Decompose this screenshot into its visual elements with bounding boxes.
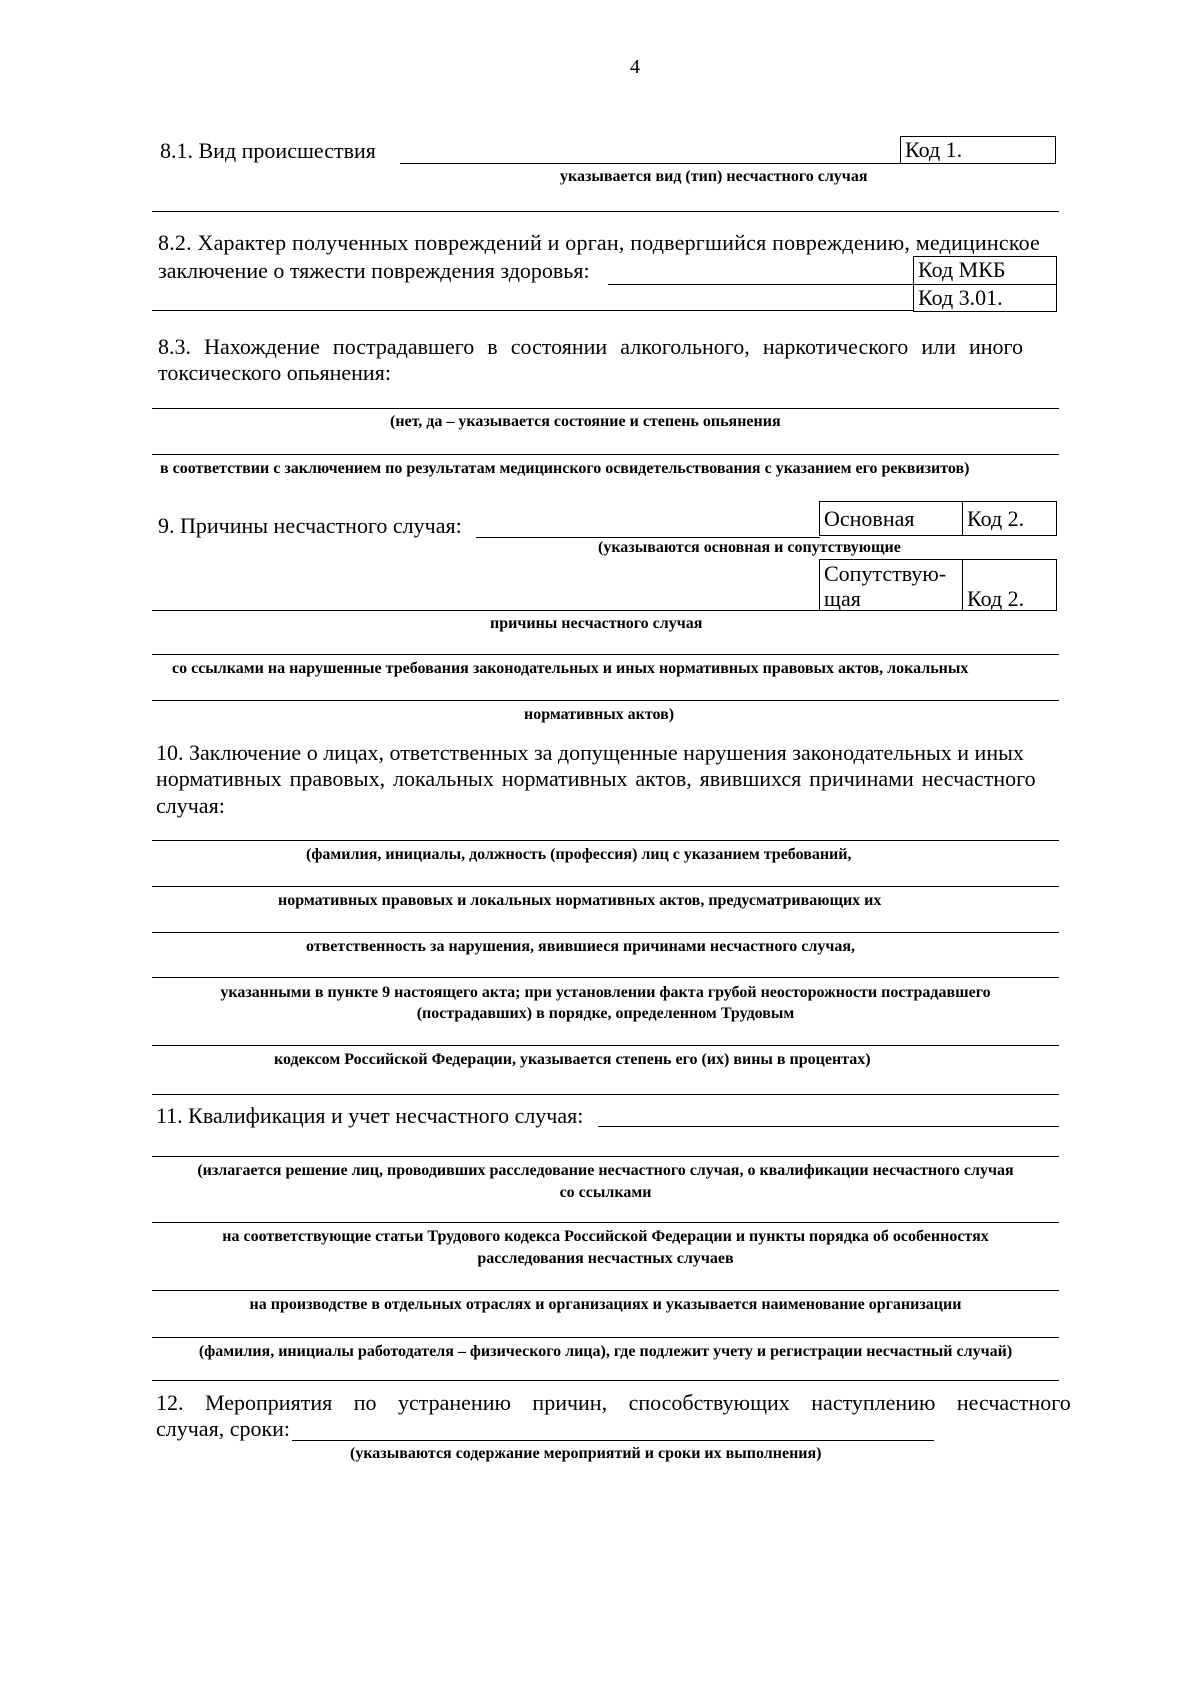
section-8-1-label: 8.1. Вид происшествия <box>160 138 376 163</box>
section-11-line-a <box>152 1156 1059 1157</box>
section-11-hint2b: расследования несчастных случаев <box>477 1250 734 1267</box>
section-10-line-c <box>152 932 1059 933</box>
section-12-line1: 12. Мероприятия по устранению причин, способствующих наступлению несчастного <box>156 1390 1071 1415</box>
section-8-2-line2: заключение о тяжести повреждения здоровья: <box>158 258 590 283</box>
section-8-2-code-301-box: Код 3.01. <box>913 284 1057 312</box>
section-10-hint5: кодексом Российской Федерации, указывается степень его (их) вины в процентах) <box>274 1051 871 1068</box>
section-8-2-code-mkb-box: Код МКБ <box>913 256 1057 285</box>
section-9-secondary-label-box <box>819 559 963 611</box>
section-8-3-line-b <box>152 454 1059 455</box>
section-11-hint4: (фамилия, инициалы работодателя – физического лица), где подлежит учету и регистрации несчастный случай) <box>198 1343 1013 1360</box>
section-12-line2: случая, сроки: <box>156 1416 291 1441</box>
section-10-hint1: (фамилия, инициалы, должность (профессия) лиц с указанием требований, <box>306 846 852 863</box>
section-8-2-underline <box>152 310 913 311</box>
section-9-line-b <box>152 654 1059 655</box>
section-8-1-fill-line <box>400 163 900 164</box>
section-8-3-line1: 8.3. Нахождение пострадавшего в состоянии алкогольного, наркотического или иного <box>158 334 1024 359</box>
section-9-secondary-code-box <box>962 559 1057 611</box>
section-10-hint3: ответственность за нарушения, явившиеся причинами несчастного случая, <box>306 938 856 955</box>
section-10-line3: случая: <box>156 793 225 818</box>
section-12-fill-line <box>292 1440 934 1441</box>
section-9-main-code-box: Код 2. <box>962 501 1057 536</box>
section-8-3-line-a <box>152 408 1059 409</box>
section-11-hint2a: на соответствующие статьи Трудового кодекса Российской Федерации и пункты порядка об особенностях <box>222 1228 989 1245</box>
section-9-secondary-code: Код 2. <box>967 586 1025 611</box>
section-11-hint3: на производстве в отдельных отраслях и организациях и указывается наименование организации <box>249 1296 962 1313</box>
section-10-line-e <box>152 1045 1059 1046</box>
section-10-line-f <box>152 1094 1059 1095</box>
section-9-line-c <box>152 700 1059 701</box>
section-9-hint3: со ссылками на нарушенные требования законодательных и иных нормативных правовых актов, локальных <box>172 660 969 677</box>
section-9-secondary-label-line2: щая <box>824 586 861 611</box>
section-11-line-c <box>152 1290 1059 1291</box>
section-10-line-b <box>152 886 1059 887</box>
section-10-line1: 10. Заключение о лицах, ответственных за допущенные нарушения законодательных и иных <box>156 740 1024 765</box>
page-number: 4 <box>630 56 640 78</box>
section-11-label: 11. Квалификация и учет несчастного случая: <box>156 1103 584 1128</box>
section-8-2-fill-line <box>608 284 913 285</box>
section-8-3-hint2: в соответствии с заключением по результатам медицинского освидетельствования с указанием его реквизитов) <box>160 460 970 477</box>
section-8-3-hint1: (нет, да – указывается состояние и степень опьянения <box>390 413 781 430</box>
section-9-hint2: причины несчастного случая <box>490 615 703 632</box>
section-10-line2: нормативных правовых, локальных нормативных актов, явившихся причинами несчастного <box>156 766 1036 791</box>
section-8-1-hint: указывается вид (тип) несчастного случая <box>560 168 868 185</box>
section-9-hint4: нормативных актов) <box>524 706 675 723</box>
section-10-line-a <box>152 840 1059 841</box>
section-12-hint: (указываются содержание мероприятий и сроки их выполнения) <box>350 1445 822 1462</box>
section-9-label: 9. Причины несчастного случая: <box>158 513 462 538</box>
section-9-line-a <box>152 610 819 611</box>
section-8-1-code-box: Код 1. <box>900 136 1056 164</box>
section-8-2-line1: 8.2. Характер полученных повреждений и орган, подвергшийся повреждению, медицинское <box>158 230 1041 255</box>
section-10-line-d <box>152 977 1059 978</box>
section-11-line-b <box>152 1222 1059 1223</box>
section-10-hint4a: указанными в пункте 9 настоящего акта; при установлении факта грубой неосторожности пострадавшего <box>220 984 991 1001</box>
section-10-hint2: нормативных правовых и локальных нормативных актов, предусматривающих их <box>278 892 882 909</box>
section-11-fill-line <box>598 1126 1059 1127</box>
section-9-secondary-label-line1: Сопутствую- <box>824 561 947 586</box>
section-11-hint1b: со ссылками <box>559 1184 652 1201</box>
section-11-line-e <box>152 1380 1059 1381</box>
section-9-hint1: (указываются основная и сопутствующие <box>598 539 901 556</box>
section-9-fill-line <box>476 537 820 538</box>
section-8-1-underline <box>152 211 1059 212</box>
section-8-3-line2: токсического опьянения: <box>158 360 391 385</box>
section-10-hint4b: (пострадавших) в порядке, определенном Трудовым <box>416 1005 795 1022</box>
section-11-line-d <box>152 1337 1059 1338</box>
section-9-main-label-box: Основная <box>819 501 963 536</box>
section-11-hint1a: (излагается решение лиц, проводивших расследование несчастного случая, о квалификации несчастного случая <box>197 1162 1014 1179</box>
